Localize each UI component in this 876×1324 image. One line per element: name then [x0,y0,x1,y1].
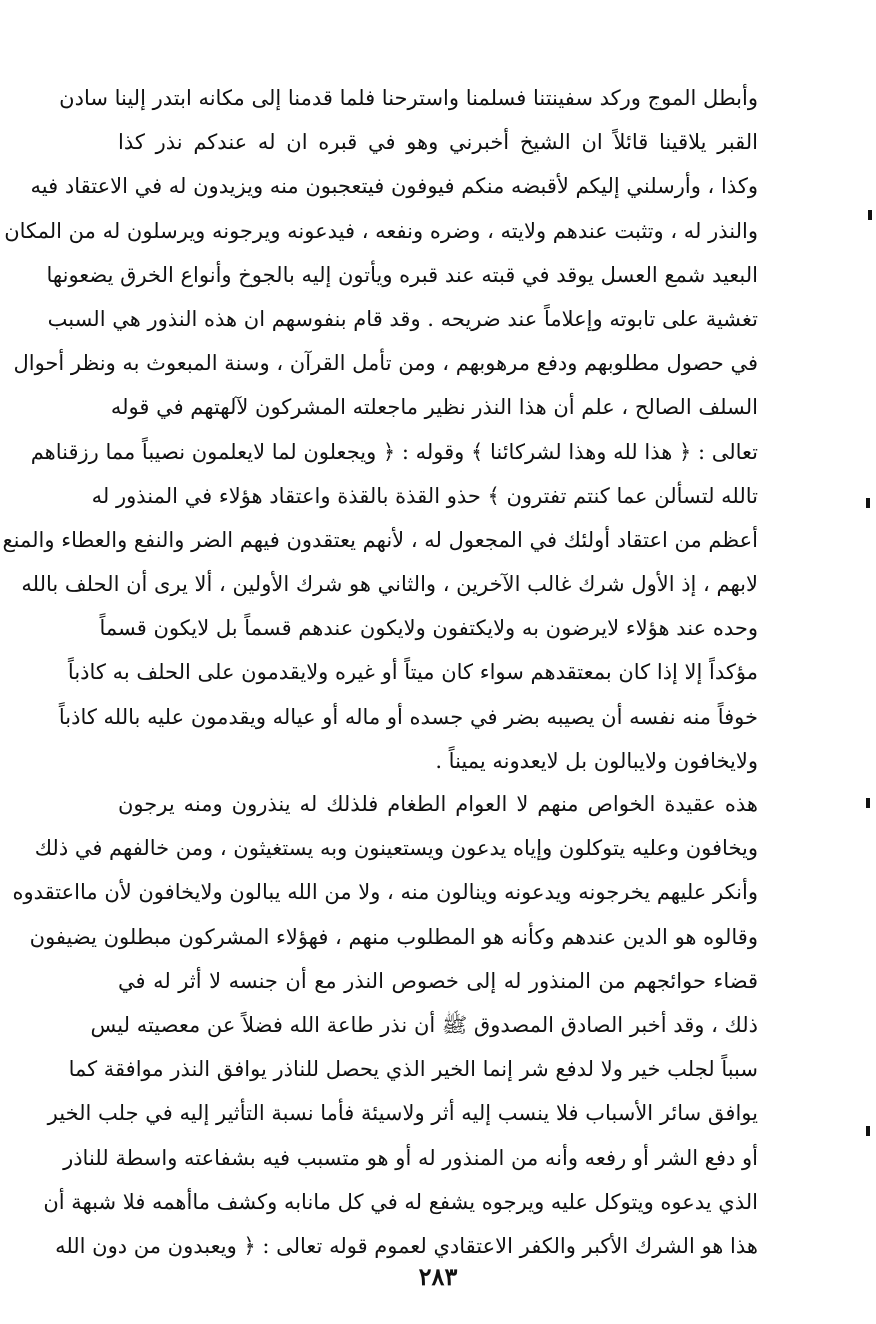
text-line: القبر يلاقينا قائلاً ان الشيخ أخبرني وهو في قبره ان له عندكم نذر كذا [118,130,758,155]
margin-mark [866,1126,870,1136]
text-line: السلف الصالح ، علم أن هذا النذر نظير ماجعلته المشركون لآلهتهم في قوله [110,395,758,420]
text-line: والنذر له ، وتثبت عندهم ولايته ، وضره ونفعه ، فيدعونه ويرجونه ويرسلون له من المكان [4,218,758,243]
margin-mark [866,498,870,508]
text-line: الذي يدعوه ويتوكل عليه ويرجوه يشفع له في كل مانابه وكشف ماأهمه فلا شبهة أن [43,1189,758,1214]
text-line: قضاء حوائجهم من المنذور له إلى خصوص النذر مع أن جنسه لا أثر له في [118,968,758,993]
text-line: سبباً لجلب خير ولا لدفع شر إنما الخير الذي يحصل للناذر يوافق النذر موافقة كما [68,1057,758,1082]
text-line: يوافق سائر الأسباب فلا ينسب إليه أثر ولاسيئة فأما نسبة التأثير إليه في جلب الخير [47,1101,758,1126]
text-line: ذلك ، وقد أخبر الصادق المصدوق ﷺ أن نذر طاعة الله فضلاً عن معصيته ليس [90,1012,758,1037]
text-line: ويخافون وعليه يتوكلون وإياه يدعون ويستعينون وبه يستغيثون ، ومن خالفهم في ذلك [34,836,758,861]
text-line: البعيد شمع العسل يوقد في قبته عند قبره ويأتون إليه بالجوخ وأنواع الخرق يضعونها [46,262,758,287]
page-number: ٢٨٣ [418,1262,458,1291]
text-line: خوفاً منه نفسه أن يصيبه بضر في جسده أو ماله أو عياله ويقدمون عليه بالله كاذباً [58,704,758,729]
text-line: وكذا ، وأرسلني إليكم لأقبضه منكم فيوفون فيتعجبون منه ويزيدون له في الاعتقاد فيه [30,174,758,199]
text-line: هذه عقيدة الخواص منهم لا العوام الطغام فلذلك له ينذرون ومنه يرجون [118,792,758,816]
paragraph-2 [12,782,758,1268]
text-line: مؤكداً إلا إذا كان بمعتقدهم سواء كان ميتاً أو غيره ولايقدمون على الحلف به كاذباً [67,660,758,685]
text-line: وقالوه هو الدين عندهم وكأنه هو المطلوب منهم ، فهؤلاء المشركون مبطلون يضيفون [29,924,758,949]
text-line: تعالى : ﴿ هذا لله وهذا لشركائنا ﴾ وقوله : ﴿ ويجعلون لما لايعلمون نصيباً مما رزقناهم [30,439,758,464]
margin-mark [868,210,872,220]
text-line: تغشية على تابوته وإعلاماً عند ضريحه . وقد قام بنفوسهم ان هذه النذور هي السبب [47,306,758,331]
text-line: أعظم من اعتقاد أولئك في المجعول له ، لأنهم يعتقدون فيهم الضر والنفع والعطاء والمنع [2,527,758,552]
text-line: وأنكر عليهم يخرجونه ويدعونه وينالون منه ، ولا من الله يبالون ولايخافون لأن مااعتقدوه [12,880,758,905]
text-line: وأبطل الموج وركد سفينتنا فسلمنا واسترحنا فلما قدمنا إلى مكانه ابتدر إلينا سادن [59,86,758,110]
text-line: وحده عند هؤلاء لايرضون به ولايكتفون ولايكون عندهم قسماً بل لايكون قسماً [99,616,758,641]
text-line: لابهم ، إذ الأول شرك غالب الآخرين ، والثاني هو شرك الأولين ، ألا يرى أن الحلف بالله [21,572,758,597]
text-line: هذا هو الشرك الأكبر والكفر الاعتقادي لعموم قوله تعالى : ﴿ ويعبدون من دون الله [55,1233,758,1258]
paragraph-1 [2,76,758,783]
text-line: في حصول مطلوبهم ودفع مرهوبهم ، ومن تأمل القرآن ، وسنة المبعوث به ونظر أحوال [13,351,758,376]
text-line: أو دفع الشر أو رفعه وأنه من المنذور له أو هو متسبب فيه بشفاعته واسطة للناذر [63,1145,758,1170]
text-line: تالله لتسألن عما كنتم تفترون ﴾ حذو القذة بالقذة واعتقاد هؤلاء في المنذور له [91,483,758,508]
margin-mark [866,798,870,808]
text-line: ولايخافون ولايبالون بل لايعدونه يميناً . [435,748,758,773]
